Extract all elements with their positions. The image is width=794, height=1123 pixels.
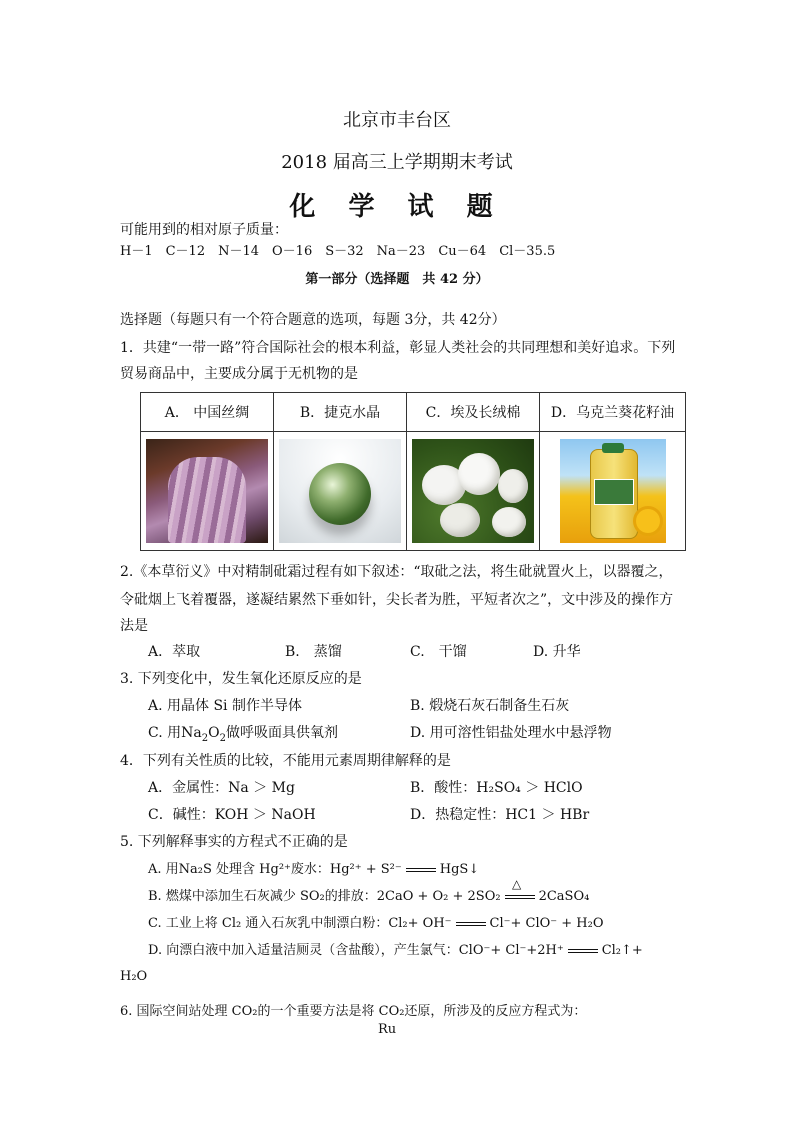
q4-stem: 4．下列有关性质的比较，不能用元素周期律解释的是 [120,753,451,769]
exam-title: 2018 届高三上学期期末考试 [281,152,513,173]
q5-option-a: A. 用Na₂S 处理含 Hg²⁺废水：Hg²⁺ + S²⁻ HgS↓ [148,862,480,877]
q3-option-c: C. 用$Na_2O_2$做呼吸面具供氧剂 [148,725,338,744]
sunflower-oil-image [560,439,666,543]
q1-option-c: C．埃及长绒棉 [407,393,540,432]
q2-stem-line2: 令砒烟上飞着覆器，遂凝结累然下垂如针，尖长者为胜，平短者次之”，文中涉及的操作方 [120,592,674,608]
q5-option-d: D. 向漂白液中加入适量洁厕灵（含盐酸），产生氯气：ClO⁻+ Cl⁻+2H⁺ Cl₂↑+ [148,943,643,958]
atomic-mass-values: H－1 C－12 N－14 O－16 S－32 Na－23 Cu－64 Cl－35.5 [120,244,556,259]
q3-option-a: A. 用晶体 Si 制作半导体 [148,698,302,714]
q5-stem: 5. 下列解释事实的方程式不正确的是 [120,834,348,850]
q1-stem-line2: 贸易商品中，主要成分属于无机物的是 [120,366,358,382]
q6-catalyst: Ru [378,1022,397,1037]
q1-stem-line1: 1．共建“一带一路”符合国际社会的根本利益，彰显人类社会的共同理想和美好追求。下列 [120,340,676,356]
cotton-image [412,439,534,543]
q3-option-d: D. 用可溶性铝盐处理水中悬浮物 [410,725,612,741]
q1-option-a: A． 中国丝绸 [141,393,274,432]
q2-option-b: B. 蒸馏 [285,644,342,660]
instructions: 选择题（每题只有一个符合题意的选项，每题 3分，共 42分） [120,312,506,328]
q5-b-condition: △ [512,877,522,891]
equals-sign [568,949,598,953]
equals-sign [456,922,486,926]
district-title: 北京市丰台区 [343,110,451,131]
equals-sign [406,868,436,872]
q3-stem: 3. 下列变化中，发生氧化还原反应的是 [120,671,362,687]
crystal-ball-image [279,439,401,543]
q4-option-a: A．金属性：Na ＞ Mg [148,780,295,796]
q4-option-d: D．热稳定性：HC1 ＞ HBr [410,807,590,823]
q4-option-b: B．酸性：H₂SO₄ ＞ HClO [410,780,583,796]
q5-option-b: B. 燃煤中添加生石灰减少 SO₂的排放：2CaO + O₂ + 2SO₂ 2CaSO₄ [148,889,590,904]
q5-option-c: C. 工业上将 Cl₂ 通入石灰乳中制漂白粉：Cl₂+ OH⁻ Cl⁻+ ClO⁻ + H₂O [148,916,604,931]
silk-image [146,439,268,543]
q2-option-a: A．萃取 [148,644,201,660]
q2-option-c: C. 干馏 [410,644,467,660]
q2-stem-line1: 2.《本草衍义》中对精制砒霜过程有如下叙述：“取砒之法，将生砒就置火上，以器覆之， [120,564,673,580]
equals-sign [505,895,535,899]
q1-option-b: B．捷克水晶 [274,393,407,432]
q5-option-d-tail: H₂O [120,969,148,984]
q1-options-table [140,392,686,551]
q4-option-c: C．碱性：KOH ＞ NaOH [148,807,316,823]
q2-option-d: D. 升华 [533,644,581,660]
q3-option-b: B. 煅烧石灰石制备生石灰 [410,698,570,714]
q2-stem-line3: 法是 [120,618,148,634]
q1-option-d: D．乌克兰葵花籽油 [540,393,686,432]
atomic-mass-label: 可能用到的相对原子质量： [120,222,288,238]
section-heading: 第一部分（选择题 共 42 分） [305,272,489,287]
q6-stem: 6. 国际空间站处理 CO₂的一个重要方法是将 CO₂还原，所涉及的反应方程式为： [120,1004,587,1019]
subject-title: 化 学 试 题 [289,192,505,222]
